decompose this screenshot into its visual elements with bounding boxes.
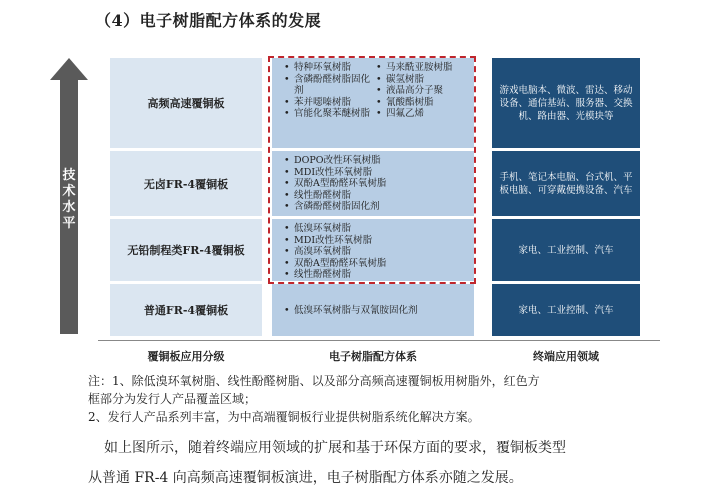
list-item: • 四氟乙烯 [374,108,453,120]
application-column [492,58,640,338]
list-item: • 线性酚醛树脂 [282,190,474,202]
list-item: • 含磷酚醛树脂固化剂 [282,201,474,213]
arrow-up-icon [50,58,88,80]
list-item: • MDI改性环氧树脂 [282,235,474,247]
note-line-1: 注：1、除低溴环氧树脂、线性酚醛树脂、以及部分高频高速覆铜板用树脂外，红色方 [88,374,540,388]
list-item: • 双酚A型酚醛环氧树脂 [282,258,474,270]
list-item: • 碳氢树脂 [374,74,453,86]
body-paragraph-line-2: 从普通 FR-4 向高频高速覆铜板演进，电子树脂配方体系亦随之发展。 [88,470,523,486]
issuer-coverage-box [268,56,476,284]
row-label-high-frequency: 高频高速覆铜板 [110,58,262,148]
application-cell-ordinary: 家电、工业控制、汽车 [492,284,640,336]
list-item: • 官能化聚苯醚树脂 [282,108,374,120]
list-item: • DOPO改性环氧树脂 [282,155,474,167]
row-label-halogen-free: 无卤FR-4覆铜板 [110,151,262,216]
classification-column [110,58,262,338]
application-cell-lead-free: 家电、工业控制、汽车 [492,219,640,281]
column-header-resin: 电子树脂配方体系 [329,350,417,363]
column-header-classification: 覆铜板应用分级 [147,350,225,363]
list-item: • 液晶高分子聚 [374,85,453,97]
note-line-3: 2、发行人产品系列丰富，为中高端覆铜板行业提供树脂系统化解决方案。 [88,410,480,424]
resin-cell-ordinary [272,284,474,336]
section-title: （4）电子树脂配方体系的发展 [95,11,322,30]
list-item: • 双酚A型酚醛环氧树脂 [282,178,474,190]
list-item: • 含磷酚醛树脂固化剂 [282,74,374,97]
note-line-2: 框部分为发行人产品覆盖区域； [88,392,257,406]
body-paragraph-line-1: 如上图所示，随着终端应用领域的扩展和基于环保方面的要求，覆铜板类型 [104,440,566,456]
application-cell-halogen-free: 手机、笔记本电脑、台式机、平板电脑、可穿戴便携设备、汽车 [492,151,640,216]
arrow-label: 技 术 水 平 [62,168,76,231]
row-label-lead-free: 无铅制程类FR-4覆铜板 [110,219,262,281]
list-item: • 苯并噁嗪树脂 [282,97,374,109]
list-item: • 氰酸酯树脂 [374,97,453,109]
list-item: • 马来酰亚胺树脂 [374,62,453,74]
column-header-application: 终端应用领域 [533,350,599,363]
baseline-divider [98,340,660,341]
list-item: • MDI改性环氧树脂 [282,167,474,179]
list-item: • 高溴环氧树脂 [282,246,474,258]
application-cell-high-frequency: 游戏电脑本、微波、雷达、移动设备、通信基站、服务器、交换机、路由器、光模块等 [492,58,640,148]
list-item: • 线性酚醛树脂 [282,269,474,281]
list-item: • 低溴环氧树脂 [282,223,474,235]
list-item: • 低溴环氧树脂与双氰胺固化剂 [282,305,418,317]
row-label-ordinary: 普通FR-4覆铜板 [110,284,262,336]
list-item: • 特种环氧树脂 [282,62,374,74]
